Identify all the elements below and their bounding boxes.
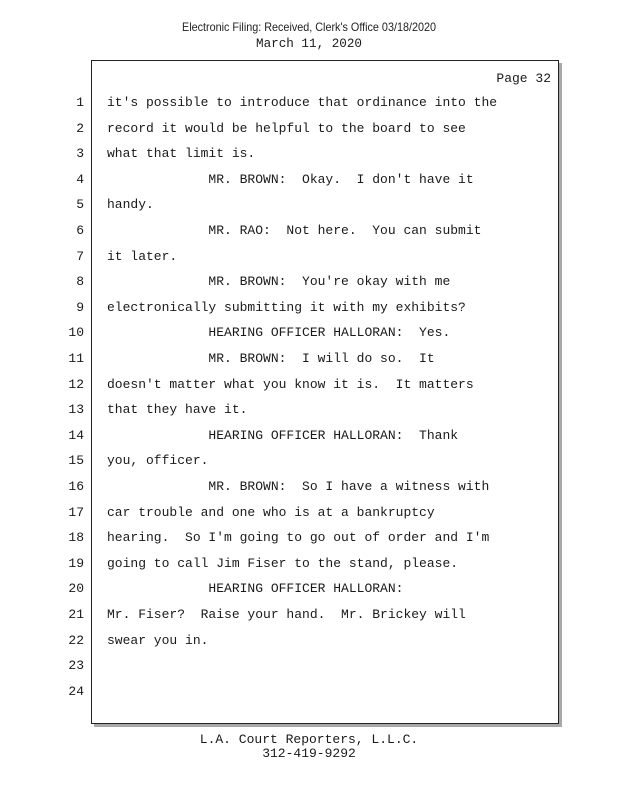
line-number: 24: [68, 683, 84, 699]
line-text: swear you in.: [107, 632, 209, 648]
line-text: that they have it.: [107, 402, 248, 418]
line-text: MR. BROWN: Okay. I don't have it: [107, 171, 474, 187]
footer-reporter: L.A. Court Reporters, L.L.C.: [199, 732, 419, 747]
line-text: Mr. Fiser? Raise your hand. Mr. Brickey will: [107, 607, 466, 622]
transcript-line: [0, 145, 560, 163]
transcript-line: [0, 94, 560, 112]
line-text: record it would be helpful to the board to see: [107, 120, 466, 136]
transcript-line: [0, 632, 560, 650]
line-number: 11: [68, 351, 84, 366]
transcript-line: [0, 324, 560, 342]
transcript-line: [0, 222, 560, 240]
line-text: MR. BROWN: I will do so. It: [107, 351, 435, 366]
line-text: HEARING OFFICER HALLORAN: Thank: [107, 427, 459, 443]
transcript-line: [0, 248, 560, 266]
line-text: handy.: [107, 197, 154, 213]
line-number: 1: [76, 95, 84, 110]
line-number: 22: [68, 632, 84, 648]
line-text: you, officer.: [107, 453, 209, 469]
line-number: 18: [68, 530, 84, 546]
line-text: it's possible to introduce that ordinance into the: [107, 95, 498, 110]
line-number: 7: [76, 248, 84, 264]
line-number: 20: [68, 581, 84, 597]
line-text: hearing. So I'm going to go out of order and I'm: [107, 530, 490, 546]
transcript-line: [0, 350, 560, 368]
transcript-line: [0, 273, 560, 291]
line-number: 5: [76, 197, 84, 213]
line-text: going to call Jim Fiser to the stand, please.: [107, 555, 459, 571]
line-number: 17: [68, 504, 84, 520]
line-number: 3: [76, 146, 84, 162]
transcript-line: [0, 452, 560, 470]
line-number: 23: [68, 658, 84, 674]
transcript-line: [0, 683, 560, 701]
transcript-line: [0, 478, 560, 496]
transcript-line: [0, 580, 560, 598]
line-text: car trouble and one who is at a bankruptcy: [107, 504, 435, 520]
line-text: MR. RAO: Not here. You can submit: [107, 223, 482, 238]
line-number: 8: [76, 274, 84, 290]
transcript-line: [0, 401, 560, 419]
line-number: 15: [68, 453, 84, 469]
line-number: 13: [68, 402, 84, 418]
line-number: 2: [76, 120, 84, 136]
transcript-line: [0, 606, 560, 624]
line-number: 12: [68, 376, 84, 392]
transcript-line: [0, 299, 560, 317]
line-number: 16: [68, 479, 84, 494]
hearing-date: March 11, 2020: [256, 36, 362, 51]
transcript-line: [0, 529, 560, 547]
transcript-line: [0, 657, 560, 675]
transcript-line: [0, 171, 560, 189]
transcript-line: [0, 555, 560, 573]
line-number: 6: [76, 223, 84, 238]
line-text: it later.: [107, 248, 178, 264]
line-text: electronically submitting it with my exhibits?: [107, 299, 466, 315]
footer-phone: 312-419-9292: [262, 746, 356, 761]
line-number: 10: [68, 325, 84, 341]
line-number: 14: [68, 427, 84, 443]
filing-stamp: Electronic Filing: Received, Clerk's Office 03/18/2020: [182, 20, 436, 34]
line-number: 4: [76, 171, 84, 187]
line-number: 21: [68, 607, 84, 622]
line-text: what that limit is.: [107, 146, 256, 162]
line-text: MR. BROWN: You're okay with me: [107, 274, 451, 290]
line-text: doesn't matter what you know it is. It matters: [107, 376, 474, 392]
transcript-line: [0, 504, 560, 522]
line-number: 9: [76, 299, 84, 315]
transcript-line: [0, 120, 560, 138]
line-text: MR. BROWN: So I have a witness with: [107, 479, 490, 494]
line-text: HEARING OFFICER HALLORAN: Yes.: [107, 325, 451, 341]
transcript-line: [0, 376, 560, 394]
transcript-line: [0, 427, 560, 445]
page-number: Page 32: [496, 71, 551, 86]
line-number: 19: [68, 555, 84, 571]
transcript-line: [0, 196, 560, 214]
line-text: HEARING OFFICER HALLORAN:: [107, 581, 404, 597]
